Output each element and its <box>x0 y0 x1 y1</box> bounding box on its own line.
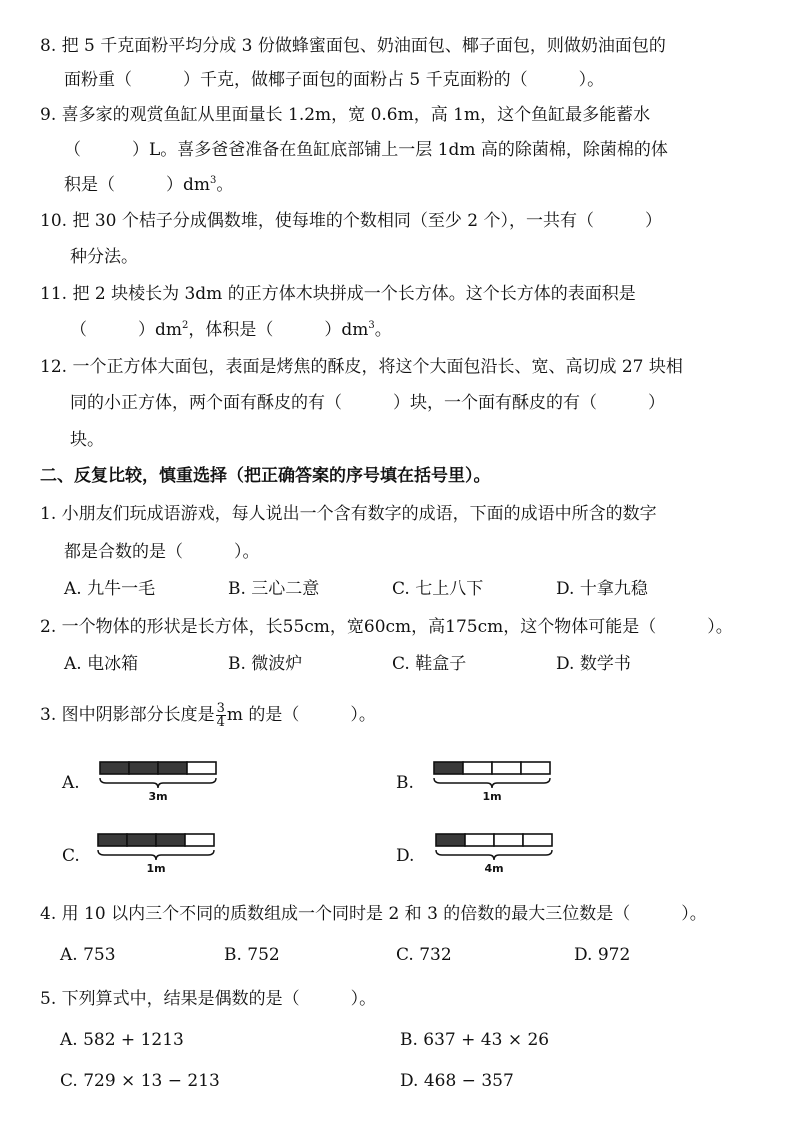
q8-line1: 8. 把 5 千克面粉平均分成 3 份做蜂蜜面包、奶油面包、椰子面包，则做奶油面包的 <box>40 36 666 56</box>
q12-line1: 12. 一个正方体大面包，表面是烤焦的酥皮，将这个大面包沿长、宽、高切成 27 块相 <box>40 357 683 377</box>
c4-line1: 4. 用 10 以内三个不同的质数组成一个同时是 2 和 3 的倍数的最大三位数是（ ）。 <box>40 904 707 924</box>
c3-fraction-denominator: 4 <box>216 715 225 730</box>
c5-option-d: D. 468 − 357 <box>400 1071 514 1091</box>
q11-line2 <box>70 318 392 342</box>
c3-question <box>40 702 376 729</box>
c3-figure-b <box>430 758 556 808</box>
c1-option-b: B. 三心二意 <box>228 579 320 599</box>
c3-question-text: 3. 图中阴影部分长度是 <box>40 705 215 725</box>
section2-title: 二、反复比较，慎重选择（把正确答案的序号填在括号里）。 <box>40 466 491 486</box>
c4-option-b: B. 752 <box>224 945 280 965</box>
shaded-segment <box>158 762 187 774</box>
q11-line1: 11. 把 2 块棱长为 3dm 的正方体木块拼成一个长方体。这个长方体的表面积是 <box>40 284 636 304</box>
shaded-segment <box>98 834 127 846</box>
c5-line1: 5. 下列算式中，结果是偶数的是（ ）。 <box>40 989 377 1009</box>
q9-line1: 9. 喜多家的观赏鱼缸从里面量长 1.2m，宽 0.6m，高 1m，这个鱼缸最多能蓄水 <box>40 105 651 125</box>
c3-figure-b-label: B. <box>396 773 414 793</box>
q11-line2-end: 。 <box>374 320 392 340</box>
c1-line2: 都是合数的是（ ）。 <box>64 542 260 562</box>
q11-line2-mid: ，体积是（ ）dm <box>188 320 369 340</box>
empty-segment <box>523 834 552 846</box>
c3-figure-d <box>432 830 558 882</box>
shaded-segment <box>129 762 158 774</box>
c2-option-c: C. 鞋盒子 <box>392 654 467 674</box>
q9-line3 <box>64 173 233 197</box>
c3-question-end: m 的是（ ）。 <box>226 705 376 725</box>
empty-segment <box>185 834 214 846</box>
c5-option-b: B. 637 + 43 × 26 <box>400 1030 550 1050</box>
c5-option-a: A. 582 + 1213 <box>60 1030 184 1050</box>
length-brace <box>436 850 552 860</box>
c3-fraction-numerator: 3 <box>216 701 225 716</box>
c1-line1: 1. 小朋友们玩成语游戏，每人说出一个含有数字的成语，下面的成语中所含的数字 <box>40 504 657 524</box>
length-brace <box>434 778 550 788</box>
c3-figure-c <box>94 830 220 880</box>
empty-segment <box>492 762 521 774</box>
length-label: 4m <box>484 862 504 875</box>
c3-figure-c-label: C. <box>62 846 80 866</box>
c3-fraction <box>216 702 226 729</box>
q11-exponent-volume: 3 <box>368 320 375 331</box>
q9-line3-exponent: 3 <box>210 175 217 186</box>
q9-line3-text: 积是（ ）dm <box>64 175 211 195</box>
shaded-segment <box>100 762 129 774</box>
c4-option-d: D. 972 <box>574 945 631 965</box>
length-brace <box>98 850 214 860</box>
empty-segment <box>463 762 492 774</box>
c3-figure-a-label: A. <box>62 773 80 793</box>
shaded-segment <box>434 762 463 774</box>
c5-option-c: C. 729 × 13 − 213 <box>60 1071 220 1091</box>
c3-figure-a <box>96 758 222 808</box>
q12-line2: 同的小正方体，两个面有酥皮的有（ ）块，一个面有酥皮的有（ ） <box>70 393 665 413</box>
length-label: 1m <box>146 862 166 875</box>
q9-line3-end: 。 <box>216 175 234 195</box>
q10-line1: 10. 把 30 个桔子分成偶数堆，使每堆的个数相同（至少 2 个），一共有（ ） <box>40 211 663 231</box>
q9-line2: （ ）L。喜多爸爸准备在鱼缸底部铺上一层 1dm 高的除菌棉，除菌棉的体 <box>64 140 668 160</box>
empty-segment <box>187 762 216 774</box>
c1-option-a: A. 九牛一毛 <box>64 579 156 599</box>
shaded-segment <box>436 834 465 846</box>
empty-segment <box>494 834 523 846</box>
c1-option-d: D. 十拿九稳 <box>556 579 648 599</box>
q12-line3: 块。 <box>70 430 104 450</box>
c2-option-d: D. 数学书 <box>556 654 631 674</box>
shaded-segment <box>127 834 156 846</box>
length-label: 3m <box>148 790 168 803</box>
c2-option-b: B. 微波炉 <box>228 654 303 674</box>
q11-exponent-area: 2 <box>182 320 189 331</box>
empty-segment <box>521 762 550 774</box>
c4-option-a: A. 753 <box>60 945 116 965</box>
q11-line2-text: （ ）dm <box>70 320 183 340</box>
q10-line2: 种分法。 <box>70 247 138 267</box>
length-brace <box>100 778 216 788</box>
q8-line2: 面粉重（ ）千克，做椰子面包的面粉占 5 千克面粉的（ ）。 <box>64 70 605 90</box>
length-label: 1m <box>482 790 502 803</box>
c4-option-c: C. 732 <box>396 945 452 965</box>
empty-segment <box>465 834 494 846</box>
c1-option-c: C. 七上八下 <box>392 579 484 599</box>
c3-figure-d-label: D. <box>396 846 415 866</box>
shaded-segment <box>156 834 185 846</box>
c2-line1: 2. 一个物体的形状是长方体，长55cm，宽60cm，高175cm，这个物体可能是（ ）。 <box>40 617 733 637</box>
c2-option-a: A. 电冰箱 <box>64 654 139 674</box>
